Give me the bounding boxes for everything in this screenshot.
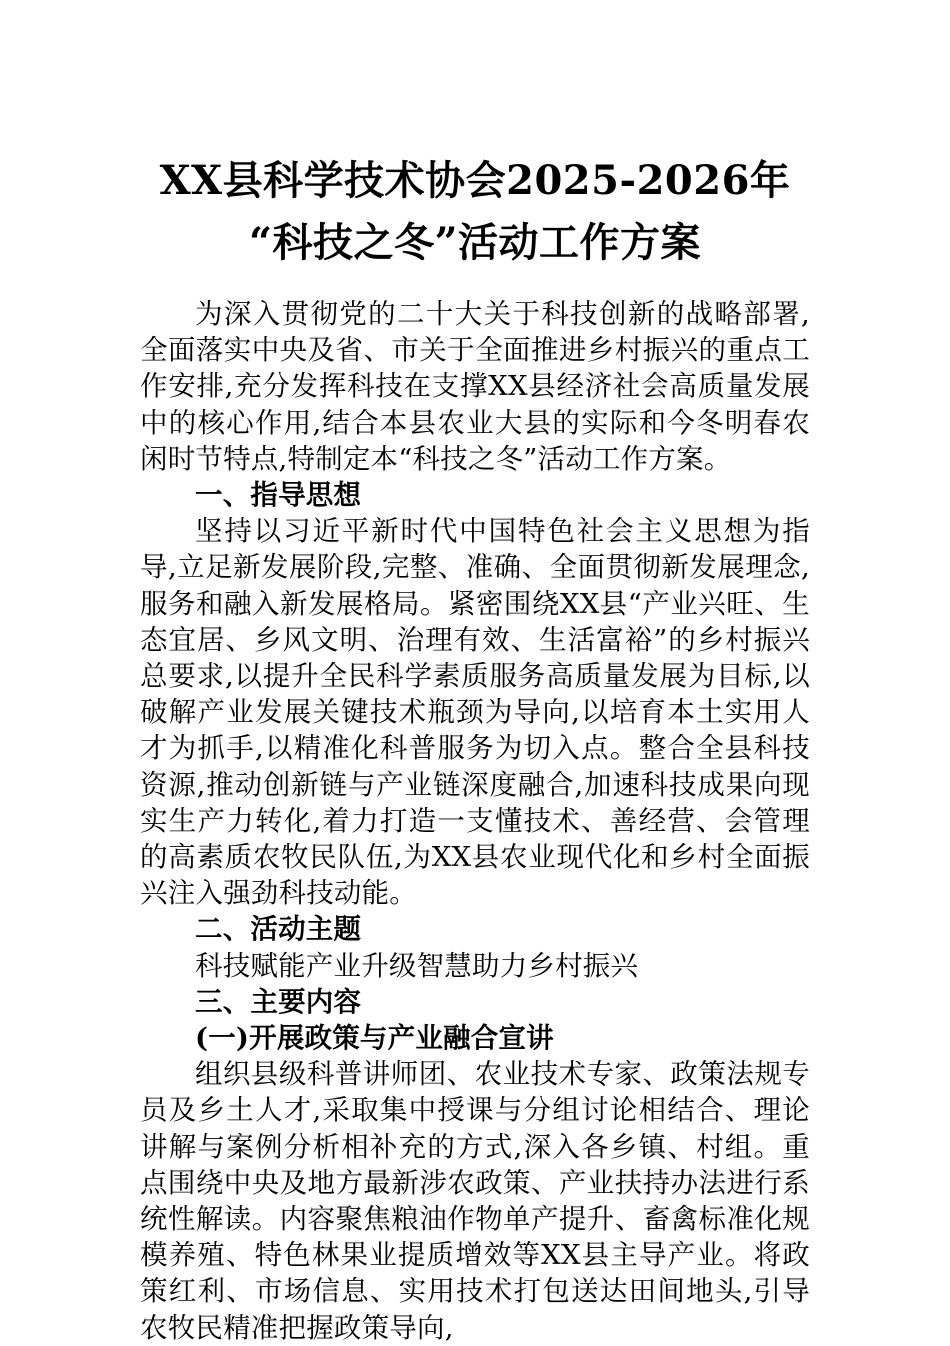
- section-heading-activity-theme: 二、活动主题: [195, 913, 362, 946]
- document-title: XX县科学技术协会2025-2026年“科技之冬”活动工作方案: [159, 157, 791, 266]
- subsection-body-policy-industry-lecture: 组织县级科普讲师团、农业技术专家、政策法规专员及乡土人才,采取集中授课与分组讨论相结合、理论讲解与案例分析相补充的方式,深入各乡镇、村组。重点围绕中央及地方最新涉农政策、产业扶持办法进行系统性解读。内容聚焦粮油作物单产提升、畜禽标准化规模养殖、特色林果业提质增效等XX县主导产业。将政策红利、市场信息、实用技术打包送达田间地头,引导农牧民精准把握政策导向,: [140, 1058, 810, 1344]
- preamble-paragraph: 为深入贯彻党的二十大关于科技创新的战略部署,全面落实中央及省、市关于全面推进乡村振兴的重点工作安排,充分发挥科技在支撑XX县经济社会高质量发展中的核心作用,结合本县农业大县的实际和今冬明春农闲时节特点,特制定本“科技之冬”活动工作方案。: [140, 298, 810, 475]
- activity-theme-text: 科技赋能产业升级智慧助力乡村振兴: [195, 949, 639, 982]
- section-heading-main-content: 三、主要内容: [195, 985, 362, 1018]
- section-heading-guiding-ideology: 一、指导思想: [195, 479, 362, 512]
- section-body-guiding-ideology: 坚持以习近平新时代中国特色社会主义思想为指导,立足新发展阶段,完整、准确、全面贯彻新发展理念,服务和融入新发展格局。紧密围绕XX县“产业兴旺、生态宜居、乡风文明、治理有效、生活富裕”的乡村振兴总要求,以提升全民科学素质服务高质量发展为目标,以破解产业发展关键技术瓶颈为导向,以培育本土实用人才为抓手,以精准化科普服务为切入点。整合全县科技资源,推动创新链与产业链深度融合,加速科技成果向现实生产力转化,着力打造一支懂技术、善经营、会管理的高素质农牧民队伍,为XX县农业现代化和乡村全面振兴注入强劲科技动能。: [140, 515, 810, 910]
- subsection-heading-policy-industry-lecture: (一)开展政策与产业融合宣讲: [195, 1022, 554, 1055]
